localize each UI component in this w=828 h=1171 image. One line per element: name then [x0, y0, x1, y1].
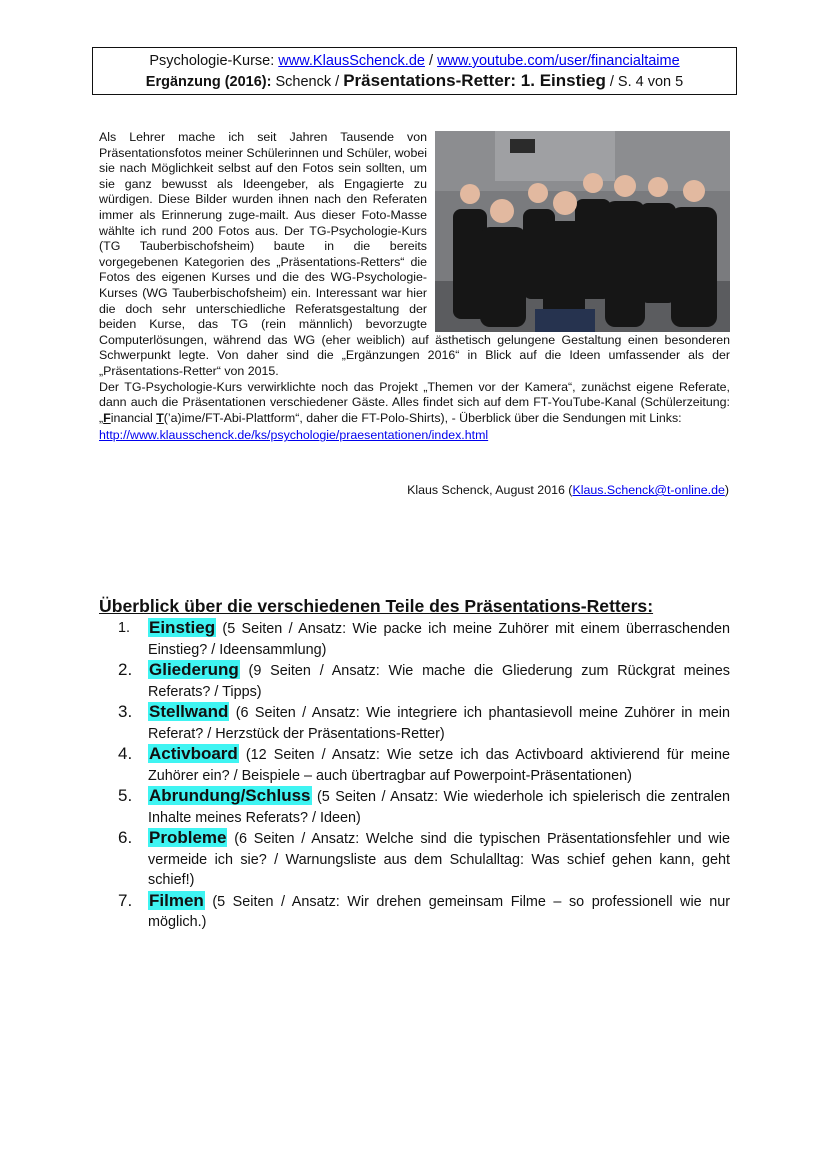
item-title-einstieg: Einstieg	[149, 618, 216, 637]
item-description: (5 Seiten / Ansatz: Wie wiederhole ich spielerisch die zentralen Inhalte meines Referats? / Ideen)	[148, 789, 730, 826]
header-prefix: Psychologie-Kurse:	[149, 53, 279, 69]
list-item	[118, 744, 730, 786]
overview-title: Überblick über die verschiedenen Teile des Präsentations-Retters:	[99, 596, 654, 616]
item-title-stellwand: Stellwand	[149, 702, 229, 721]
item-description: (5 Seiten / Ansatz: Wir drehen gemeinsam Filme – so professionell wie nur möglich.)	[148, 893, 730, 930]
list-item	[118, 786, 730, 828]
time-t: T	[156, 410, 164, 425]
intro-paragraph-1: Als Lehrer mache ich seit Jahren Tausende von Präsentationsfotos meiner Schülerinnen und Schüler, wobei sie nach Möglichkeit selbst auf den Fotos sein sollten, um sie ganz bewusst als Ideengeber, als Engagierte zu würdigen. Diese Bilder wurden ihnen nach den Referaten immer als Erinnerung zuge-mailt. Aus dieser Foto-Masse wählte ich rund 200 Fotos aus. Der TG-Psychologie-Kurs (TG Tauberbischofsheim) baute in die bereits vorgegebenen Kategorien des „Präsentations-Retters“ die Fotos des eigenen Kurses und die des WG-Psychologie-Kurses (WG Tauberbischofsheim) ein. Interessant war hier die doch sehr unterschiedliche Referatsgestaltung der beiden Kurse, das TG (rein männlich) bevorzugte Computerlösungen, während das WG (eher weiblich) auf ästhetisch gelungene Gestaltung einen besonderen Schwerpunkt legte. Von daher sind die „Ergänzungen 2016“ in Blick auf die Ideen umfassender als der „Präsentations-Retter“ von 2015.	[99, 130, 730, 378]
website-link[interactable]: www.KlausSchenck.de	[278, 53, 425, 69]
signature-text: Klaus Schenck, August 2016 (	[407, 483, 573, 497]
list-item	[118, 702, 730, 744]
item-number: 3.	[118, 702, 133, 721]
financial-f: F	[103, 410, 111, 425]
item-number: 7.	[118, 890, 133, 910]
item-number: 2.	[118, 660, 133, 679]
header-author: Schenck /	[271, 74, 344, 90]
list-item	[118, 891, 730, 933]
item-description: (12 Seiten / Ansatz: Wie setze ich das Activboard aktivierend für meine Zuhörer ein? / Beispiele – auch übertragbar auf Powerpoint-Präsentationen)	[148, 747, 730, 784]
list-item	[118, 618, 730, 660]
header-line-2	[93, 71, 736, 92]
intro-p2-part-b: inancial	[110, 410, 157, 425]
item-description: (9 Seiten / Ansatz: Wie mache die Gliederung zum Rückgrat meines Referats? / Tipps)	[148, 663, 730, 700]
document-header	[92, 47, 737, 95]
signature	[407, 483, 729, 497]
item-number: 5.	[118, 786, 133, 805]
item-title-gliederung: Gliederung	[149, 660, 239, 679]
item-number: 1.	[118, 620, 131, 636]
youtube-link[interactable]: www.youtube.com/user/financialtaime	[437, 53, 680, 69]
item-number: 6.	[118, 828, 133, 847]
item-title-activboard: Activboard	[149, 744, 238, 763]
item-description: (5 Seiten / Ansatz: Wie packe ich meine Zuhörer mit einem überraschenden Einstieg? / Ideensammlung)	[148, 621, 730, 658]
intro-p2-part-c: (’a)ime/FT-Abi-Plattform“, daher die FT-Polo-Shirts), - Überblick über die Sendungen mit Links:	[163, 410, 682, 425]
header-page: / S. 4 von 5	[605, 74, 684, 90]
class-group-photo	[435, 131, 730, 332]
intro-paragraph-2	[99, 380, 730, 427]
item-description: (6 Seiten / Ansatz: Welche sind die typischen Präsentationsfehler und wie vermeide ich sie? / Warnungsliste aus dem Schulalltag: Was schief gehen kann, geht schief!)	[148, 831, 730, 888]
header-separator: /	[424, 53, 438, 69]
item-description: (6 Seiten / Ansatz: Wie integriere ich phantasievoll meine Zuhörer in mein Referat? / Herzstück der Präsentations-Retter)	[148, 705, 730, 742]
signature-close: )	[724, 483, 729, 497]
email-link[interactable]: Klaus.Schenck@t-online.de	[572, 483, 725, 497]
intro-section	[99, 130, 730, 444]
header-title: Präsentations-Retter: 1. Einstieg	[343, 71, 606, 90]
item-number: 4.	[118, 744, 133, 763]
list-item	[118, 828, 730, 891]
intro-p2-part-a: Der TG-Psychologie-Kurs verwirklichte noch das Projekt „Themen vor der Kamera“, zunächst eigene Referate, dann auch die Präsentationen verschiedener Gäste. Alles findet sich auf dem FT-YouTube-Kanal (Schülerzeitung: „	[99, 379, 730, 425]
item-title-abrundung: Abrundung/Schluss	[149, 786, 311, 805]
overview-list	[118, 618, 730, 933]
header-ergaenzung: Ergänzung (2016):	[145, 74, 272, 90]
header-line-1	[93, 51, 736, 71]
presentations-url-link[interactable]: http://www.klausschenck.de/ks/psychologie/praesentationen/index.html	[99, 428, 489, 443]
item-title-filmen: Filmen	[149, 890, 204, 910]
item-title-probleme: Probleme	[149, 828, 227, 847]
list-item	[118, 660, 730, 702]
